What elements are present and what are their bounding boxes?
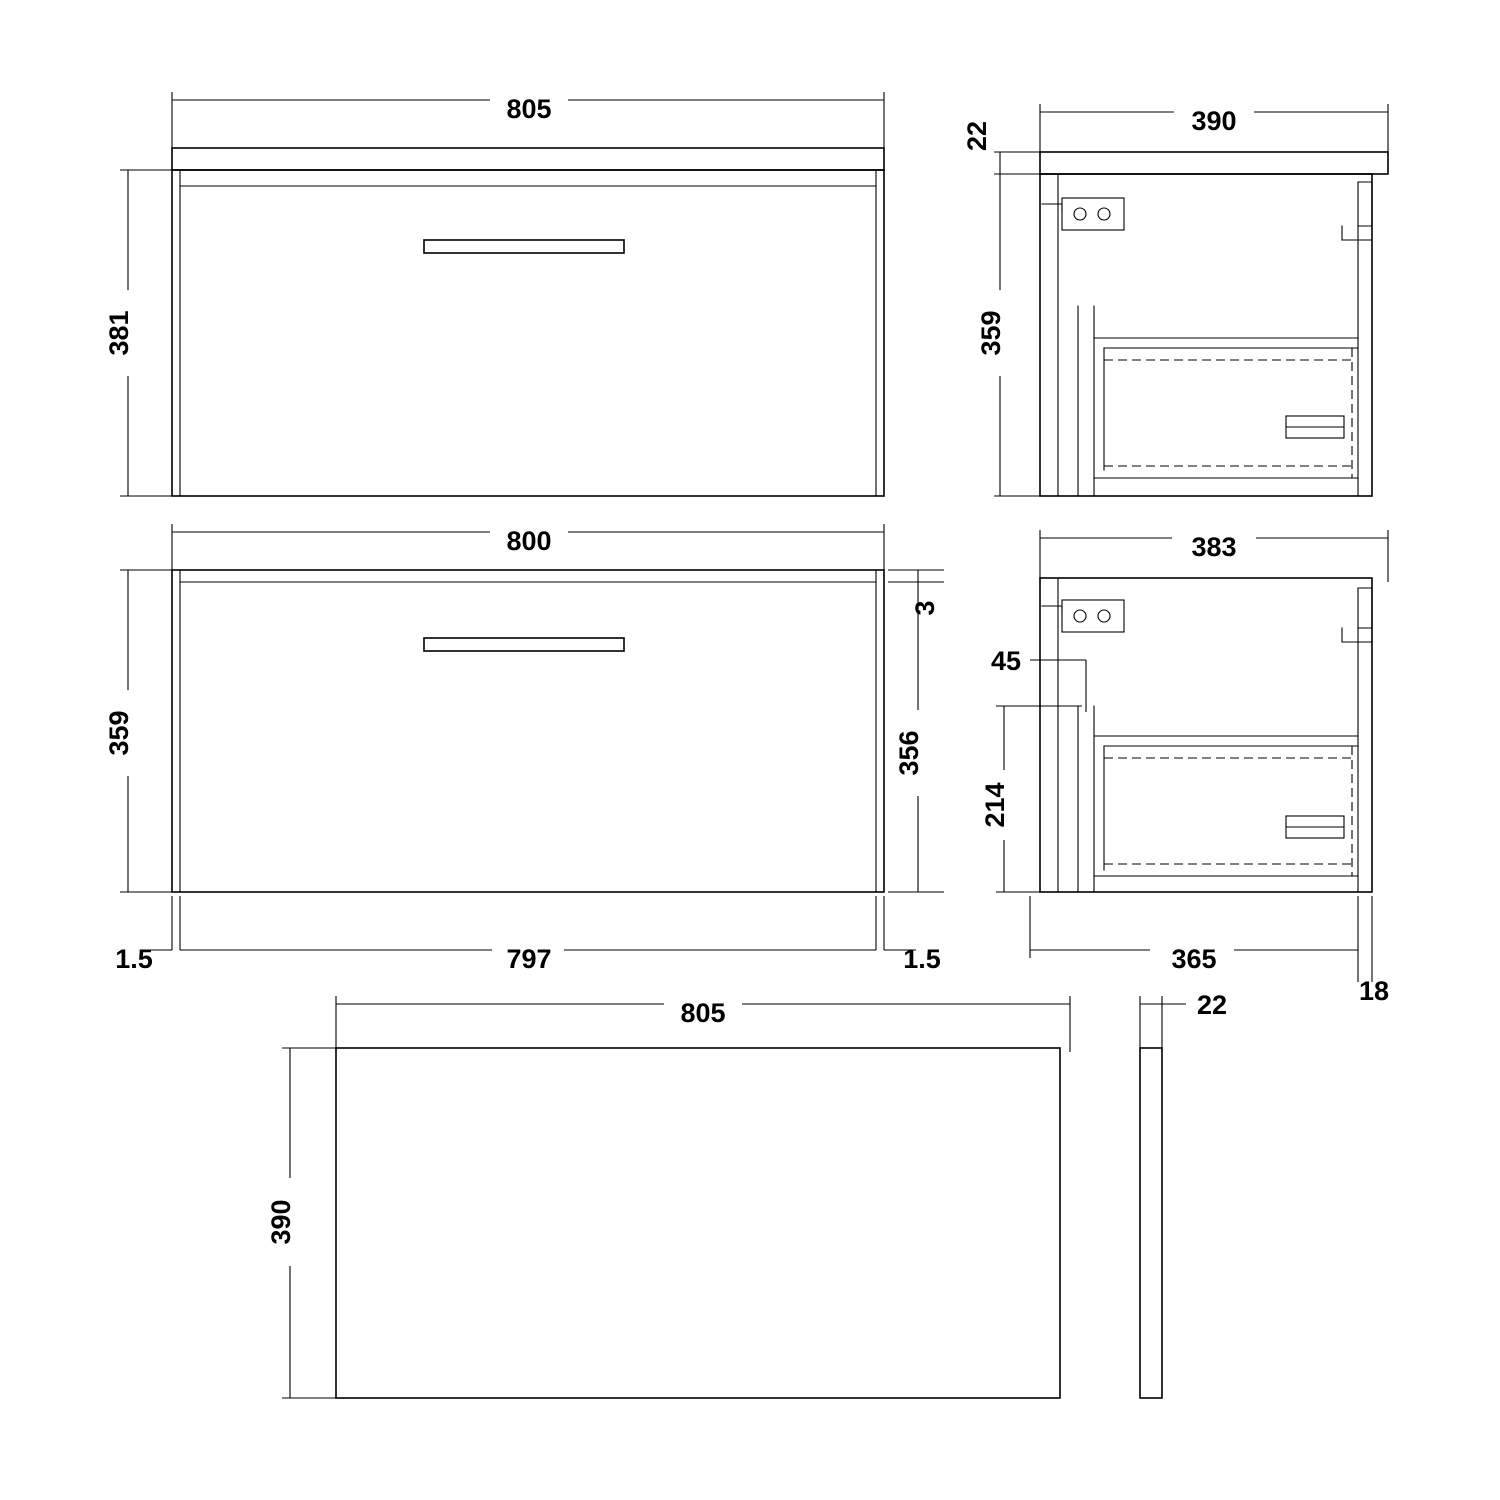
dim-label-214: 214 [980,782,1010,828]
dim-label-359-front: 359 [104,710,134,756]
dimension-356 [888,582,944,892]
bracket-hole-right [1098,208,1110,220]
dimension-381 [104,170,176,496]
dim-label-383: 383 [1191,532,1237,562]
dim-label-390-plan: 390 [266,1199,296,1245]
dim-label-805-top: 805 [506,94,552,124]
dim-label-381: 381 [104,310,134,356]
front-panel-profile-top [1358,182,1372,226]
dimension-390-side [1040,100,1388,156]
dim-label-359-side: 359 [976,310,1006,356]
dim-label-356: 356 [894,730,924,776]
dimension-390-plan [266,1048,340,1398]
dim-label-797: 797 [506,944,552,974]
dim-label-1p5-right: 1.5 [903,944,941,974]
dimension-805-plan [336,992,1070,1052]
dimension-805-top [172,88,884,152]
dim-label-805-plan: 805 [680,998,726,1028]
dimension-22-edge [1140,990,1227,1052]
dimension-45 [991,646,1086,712]
view-worktop-plan [336,1048,1060,1398]
bracket-hook-2 [1042,606,1062,614]
dim-label-365: 365 [1171,944,1217,974]
dimension-bottom-group [115,896,941,974]
bracket-hole-right-2 [1098,610,1110,622]
view-worktop-edge [1140,1048,1162,1398]
view-side-with-top [1040,152,1388,496]
dimension-383 [1040,526,1388,582]
drawer-handle-front [424,240,624,253]
dimension-359-side [976,174,1044,496]
dim-label-390-side: 390 [1191,106,1237,136]
cabinet-body-front [172,170,884,496]
dim-label-3-gap: 3 [910,600,940,616]
bracket-hole-left-2 [1074,610,1086,622]
wall-bracket-2 [1062,600,1124,632]
worktop-slab-front [172,148,884,170]
dim-label-22-thickness: 22 [962,120,992,152]
dimension-214 [980,706,1082,892]
drawer-handle-front-cabinet [424,638,624,651]
dim-label-45: 45 [990,646,1022,676]
bracket-hook [1042,204,1062,212]
dimension-359-front [104,570,176,892]
worktop-edge-outline [1140,1048,1162,1398]
bracket-hole-left [1074,208,1086,220]
dim-label-18: 18 [1358,976,1390,1006]
dimension-22-thickness [962,121,1044,174]
worktop-slab-side [1040,152,1388,174]
worktop-plan-outline [336,1048,1060,1398]
dimension-800 [172,520,884,576]
view-front-cabinet [172,570,884,892]
dim-label-22-edge: 22 [1196,990,1228,1020]
cabinet-side-outline [1040,578,1372,892]
dim-label-800: 800 [506,526,552,556]
dim-label-1p5-left: 1.5 [115,944,153,974]
view-side-cabinet [1040,578,1372,892]
cabinet-body-side [1040,174,1372,496]
dimension-3-gap [888,570,944,616]
front-panel-profile-top-2 [1358,588,1372,628]
wall-bracket [1062,198,1124,230]
cabinet-front-outline [172,570,884,892]
view-front-with-top [172,148,884,496]
